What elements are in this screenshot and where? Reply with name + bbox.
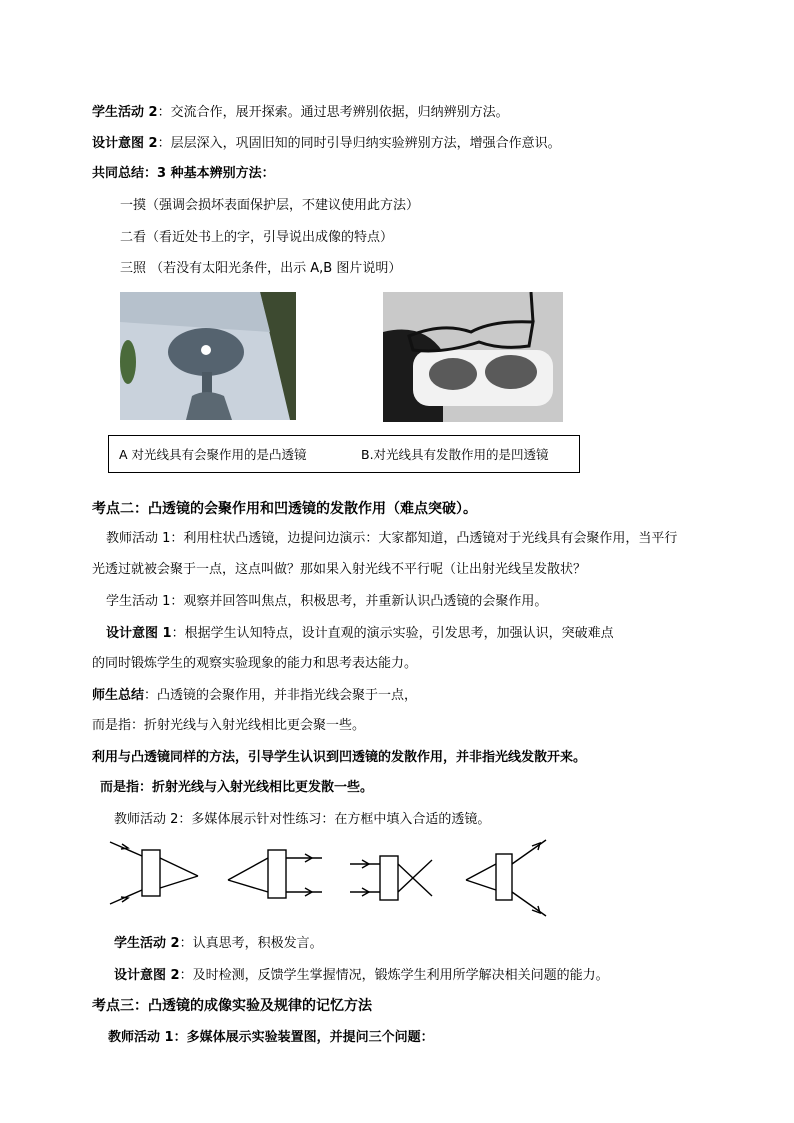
photo-concave-lens xyxy=(383,292,563,422)
para-teacher-activity-2: 教师活动 2：多媒体展示针对性练习：在方框中填入合适的透镜。 xyxy=(114,812,491,827)
text: ：交流合作，展开探索。通过思考辨别依据，归纳辨别方法。 xyxy=(157,105,509,120)
text: ：根据学生认知特点，设计直观的演示实验，引发思考，加强认识，突破难点 xyxy=(171,626,614,641)
para-concave: 利用与凸透镜同样的方法，引导学生认识到凹透镜的发散作用，并非指光线发散开来。 xyxy=(92,750,587,765)
photo-convex-lens xyxy=(120,292,296,420)
text: ：凸透镜的会聚作用，并非指光线会聚于一点， xyxy=(144,688,418,703)
method-shine: 三照 （若没有太阳光条件，出示 A,B 图片说明） xyxy=(120,261,402,276)
text: ：认真思考，积极发言。 xyxy=(179,936,323,951)
para-design-intent-2 xyxy=(92,134,561,154)
para-design-intent-2b xyxy=(114,966,609,986)
para-student-activity-1: 学生活动 1：观察并回答叫焦点，积极思考，并重新认识凸透镜的会聚作用。 xyxy=(106,594,548,609)
label: 设计意图 2 xyxy=(92,136,158,151)
caption-b: B.对光线具有发散作用的是凹透镜 xyxy=(361,447,549,462)
para-student-activity-2 xyxy=(92,103,509,123)
para-concave-cont: 而是指：折射光线与入射光线相比更发散一些。 xyxy=(100,780,374,795)
method-look: 二看（看近处书上的字，引导说出成像的特点） xyxy=(120,230,394,245)
para-teacher-activity-1b: 教师活动 1：多媒体展示实验装置图，并提问三个问题： xyxy=(108,1030,434,1045)
para-design-intent-1 xyxy=(106,624,614,644)
label: 学生活动 2 xyxy=(92,105,158,120)
text: ：层层深入，巩固旧知的同时引导归纳实验辨别方法，增强合作意识。 xyxy=(157,136,561,151)
caption-a: A 对光线具有会聚作用的是凸透镜 xyxy=(119,447,307,462)
para-summary xyxy=(92,686,417,706)
label: 设计意图 2 xyxy=(114,968,180,983)
para-design-intent-1-cont: 的同时锻炼学生的观察实验现象的能力和思考表达能力。 xyxy=(92,656,418,671)
section-heading-3: 考点三：凸透镜的成像实验及规律的记忆方法 xyxy=(92,998,372,1014)
section-heading-2: 考点二：凸透镜的会聚作用和凹透镜的发散作用（难点突破）。 xyxy=(92,501,477,517)
photo-caption-box xyxy=(108,435,580,473)
para-summary-cont: 而是指：折射光线与入射光线相比更会聚一些。 xyxy=(92,718,366,733)
para-teacher-activity-1: 教师活动 1：利用柱状凸透镜，边提问边演示：大家都知道，凸透镜对于光线具有会聚作用，当平行 xyxy=(106,531,678,546)
summary-heading: 共同总结：3 种基本辨别方法： xyxy=(92,166,275,181)
label: 师生总结 xyxy=(92,688,145,703)
label: 设计意图 1 xyxy=(106,626,172,641)
text: ：及时检测，反馈学生掌握情况，锻炼学生利用所学解决相关问题的能力。 xyxy=(179,968,609,983)
para-teacher-activity-1-cont: 光透过就被会聚于一点，这点叫做？那如果入射光线不平行呢（让出射光线呈发散状？ xyxy=(92,562,587,577)
label: 学生活动 2 xyxy=(114,936,180,951)
para-student-activity-2b xyxy=(114,934,323,954)
method-touch: 一摸（强调会损坏表面保护层，不建议使用此方法） xyxy=(120,198,420,213)
lens-exercise-diagram xyxy=(100,834,560,924)
